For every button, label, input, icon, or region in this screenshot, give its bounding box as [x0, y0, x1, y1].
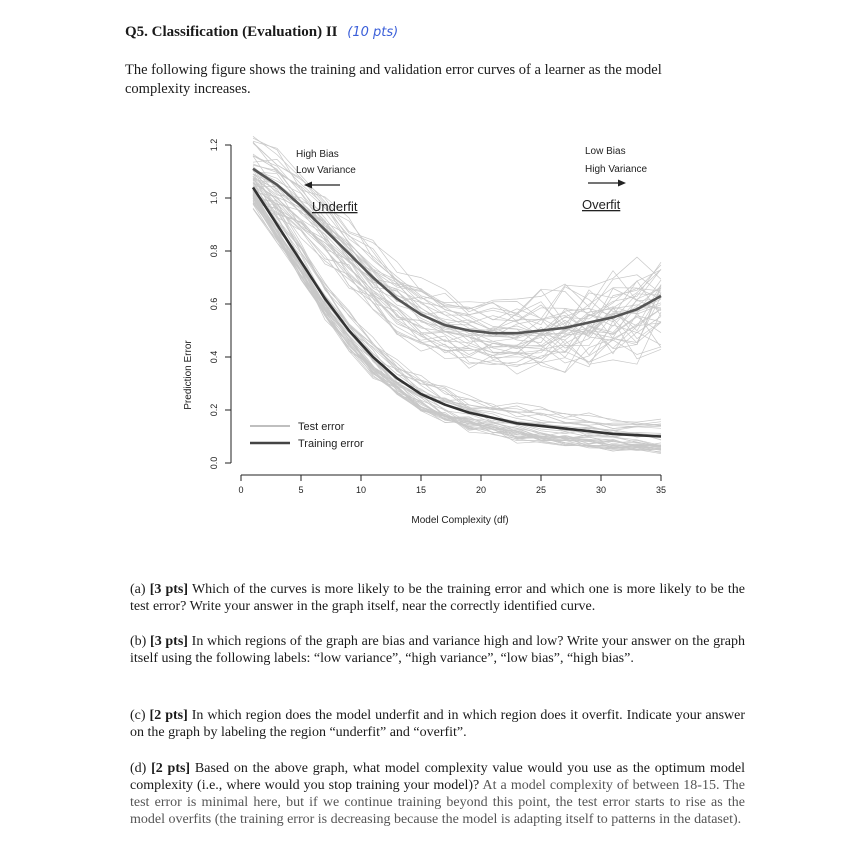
y-tick-label: 1.0: [209, 191, 219, 205]
y-tick-label: 0.8: [209, 244, 219, 258]
y-tick-label: 0.0: [209, 456, 219, 470]
error-curves-chart: [170, 135, 690, 535]
sample-curve: [253, 203, 661, 449]
label-underfit: Underfit: [312, 199, 358, 214]
x-tick-label: 0: [238, 485, 244, 495]
label-low-bias: Low Bias: [585, 146, 626, 157]
y-axis-label: Prediction Error: [183, 340, 194, 410]
part-b: (b) [3 pts] In which regions of the graph are bias and variance high and low? Write your answer on the graph itself using the following labels: “low variance”, “high variance”, “low bias”, “high bias”.: [130, 634, 745, 666]
label-low-variance: Low Variance: [296, 165, 356, 176]
label-high-bias: High Bias: [296, 149, 339, 160]
question-title: [125, 24, 398, 41]
legend-test-error: Test error: [298, 421, 345, 433]
legend-training-error: Training error: [298, 438, 364, 450]
arrow-right: [588, 180, 626, 187]
part-d-answer: At a model complexity of between 18-15. The test error is minimal here, but if we continue training beyond this point, the test error starts to rise as the model overfits (the training error is decreasing because the model is adapting itself to patterns in the dataset).: [130, 778, 746, 827]
sample-curve: [253, 156, 661, 332]
question-intro: The following figure shows the training and validation error curves of a learner as the model complexity increases.: [125, 62, 662, 97]
x-tick-label: 25: [535, 485, 547, 495]
y-tick-label: 0.6: [209, 297, 219, 311]
y-tick-label: 0.4: [209, 350, 219, 364]
label-high-variance: High Variance: [585, 164, 648, 175]
x-tick-label: 20: [475, 485, 487, 495]
x-tick-label: 5: [298, 485, 304, 495]
chart-legend: [250, 421, 364, 450]
sample-curves: [253, 136, 661, 453]
x-tick-label: 15: [415, 485, 427, 495]
label-overfit: Overfit: [582, 197, 621, 212]
sample-curve: [253, 164, 661, 332]
x-tick-label: 30: [595, 485, 607, 495]
x-axis-label: Model Complexity (df): [411, 515, 509, 526]
question-number-title: Q5. Classification (Evaluation) II: [125, 24, 338, 40]
handwritten-points: (10 pts): [347, 25, 399, 40]
part-a: (a) [3 pts] Which of the curves is more likely to be the training error and which one is more likely to be the test error? Write your answer in the graph itself, near the correctly identified curve.: [130, 582, 745, 614]
part-d: (d) [2 pts] Based on the above graph, what model complexity value would you use as the optimum model complexity (i.e., where would you stop training your model)? At a model complexity of between 18-15. The test error is minimal here, but if we continue training beyond this point, the test error starts to rise as the model overfits (the training error is decreasing because the model is adapting itself to patterns in the dataset).: [130, 761, 746, 827]
x-tick-label: 10: [355, 485, 367, 495]
y-tick-label: 1.2: [209, 138, 219, 152]
part-c: (c) [2 pts] In which region does the model underfit and in which region does it overfit. Indicate your answer on the graph by labeling the region “underfit” and “overfit”.: [130, 708, 746, 740]
y-tick-label: 0.2: [209, 403, 219, 417]
x-tick-label: 35: [655, 485, 667, 495]
